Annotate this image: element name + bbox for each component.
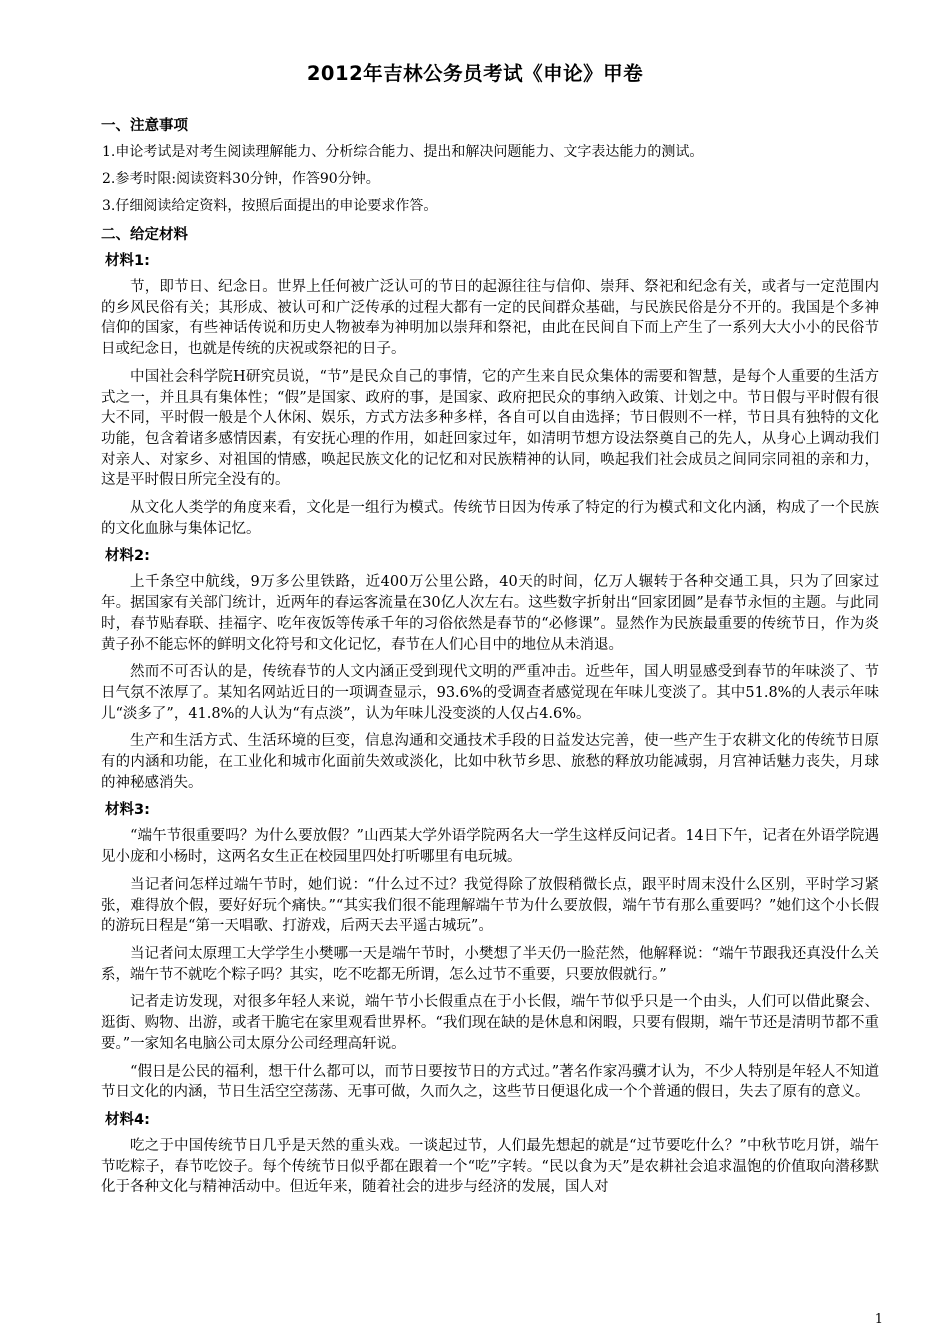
material-paragraph: 记者走访发现，对很多年轻人来说，端午节小长假重点在于小长假，端午节似乎只是一个由头，人们可以借此聚会、逛街、购物、出游，或者干脆宅在家里观看世界杯。“我们现在缺的是休息和闲暇，只要有假期，端午节还是清明节都不重要。”一家知名电脑公司太原分公司经理高轩说。 xyxy=(101,994,879,1052)
material-label: 材料2: xyxy=(105,548,150,565)
material-paragraph: 然而不可否认的是，传统春节的人文内涵正受到现代文明的严重冲击。近些年，国人明显感受到春节的年味淡了、节日气氛不浓厚了。某知名网站近日的一项调查显示，93.6%的受调查者感觉现在年味儿变淡了。其中51.8%的人表示年味儿“淡多了”，41.8%的人认为“有点淡”，认为年味儿没变淡的人仅占4.6%。 xyxy=(101,664,879,722)
page-number: 1 xyxy=(874,1312,883,1327)
material-paragraph: 节，即节日、纪念日。世界上任何被广泛认可的节日的起源往往与信仰、崇拜、祭祀和纪念有关，或者与一定范围内的乡风民俗有关；其形成、被认可和广泛传承的过程大都有一定的民间群众基础，与民族民俗是分不开的。我国是个多神信仰的国家，有些神话传说和历史人物被奉为神明加以崇拜和祭祀，由此在民间自下而上产生了一系列大大小小的民俗节日或纪念日，也就是传统的庆祝或祭祀的日子。 xyxy=(101,279,879,358)
notice-item: 3.仔细阅读给定资料，按照后面提出的申论要求作答。 xyxy=(102,198,438,214)
material-label: 材料1: xyxy=(105,253,150,269)
material-paragraph: “假日是公民的福利，想干什么都可以，而节日要按节日的方式过。”著名作家冯骥才认为，不少人特别是年轻人不知道节日文化的内涵，节日生活空空荡荡、无事可做，久而久之，这些节日便退化成一个个普通的假日，失去了原有的意义。 xyxy=(101,1063,879,1101)
document-body xyxy=(101,114,879,1205)
document-title: 2012年吉林公务员考试《申论》甲卷 xyxy=(306,62,644,85)
material-paragraph: 从文化人类学的角度来看，文化是一组行为模式。传统节日因为传承了特定的行为模式和文化内涵，构成了一个民族的文化血脉与集体记忆。 xyxy=(101,500,879,537)
material-paragraph: 生产和生活方式、生活环境的巨变，信息沟通和交通技术手段的日益发达完善，使一些产生于农耕文化的传统节日原有的内涵和功能，在工业化和城市化面前失效或淡化，比如中秋节乡思、旅愁的释放功能减弱，月宫神话魅力丧失，月球的神秘感消失。 xyxy=(101,733,879,791)
material-paragraph: 当记者问太原理工大学学生小樊哪一天是端午节时，小樊想了半天仍一脸茫然，他解释说：“端午节跟我还真没什么关系，端午节不就吃个粽子吗？其实，吃不吃都无所谓，怎么过节不重要，只要放假就行。” xyxy=(101,945,879,983)
material-paragraph: 上千条空中航线，9万多公里铁路，近400万公里公路，40天的时间，亿万人辗转于各种交通工具，只为了回家过年。据国家有关部门统计，近两年的春运客流量在30亿人次左右。这些数字折射出“回家团圆”是春节永恒的主题。与此同时，春节贴春联、挂福字、吃年夜饭等传承千年的习俗依然是春节的“必修课”。显然作为民族最重要的传统节日，作为炎黄子孙不能忘怀的鲜明文化符号和文化记忆，春节在人们心目中的地位从未消退。 xyxy=(101,574,879,653)
notice-item: 2.参考时限:阅读资料30分钟，作答90分钟。 xyxy=(102,171,380,187)
section-heading-notice: 一、注意事项 xyxy=(101,118,188,134)
material-paragraph: 当记者问怎样过端午节时，她们说：“什么过不过？我觉得除了放假稍微长点，跟平时周末没什么区别，平时学习紧张，难得放个假，要好好玩个痛快。”“其实我们很不能理解端午节为什么要放假，端午节有那么重要吗？”她们这个小长假的游玩日程是“第一天唱歌、打游戏，后两天去平遥古城玩”。 xyxy=(101,876,879,935)
material-label: 材料4: xyxy=(105,1111,150,1128)
material-paragraph: “端午节很重要吗？为什么要放假？”山西某大学外语学院两名大一学生这样反问记者。14日下午，记者在外语学院遇见小庞和小杨时，这两名女生正在校园里四处打听哪里有电玩城。 xyxy=(101,828,879,866)
material-paragraph: 吃之于中国传统节日几乎是天然的重头戏。一谈起过节，人们最先想起的就是“过节要吃什么？”中秋节吃月饼，端午节吃粽子，春节吃饺子。每个传统节日似乎都在跟着一个“吃”字转。“民以食为天”是农耕社会追求温饱的价值取向潜移默化于各种文化与精神活动中。但近年来，随着社会的进步与经济的发展，国人对 xyxy=(101,1137,879,1196)
material-label: 材料3: xyxy=(105,802,150,819)
notice-item: 1.申论考试是对考生阅读理解能力、分析综合能力、提出和解决问题能力、文字表达能力的测试。 xyxy=(102,144,704,160)
section-heading-materials: 二、给定材料 xyxy=(101,227,188,243)
material-paragraph: 中国社会科学院H研究员说，“节”是民众自己的事情，它的产生来自民众集体的需要和智慧，是每个人重要的生活方式之一，并且具有集体性；“假”是国家、政府的事，是国家、政府把民众的事纳入政策、计划之中。节日假与平时假有很大不同，平时假一般是个人休闲、娱乐，方式方法多种多样，各自可以自由选择；节日假则不一样，节日具有独特的文化功能，包含着诸多感情因素，有安抚心理的作用，如赶回家过年，如清明节想方设法祭奠自己的先人，从身心上调动我们对亲人、对家乡、对祖国的情感，唤起民族文化的记忆和对民族精神的认同，唤起我们社会成员之间同宗同祖的亲和力，这是平时假日所完全没有的。 xyxy=(101,368,879,489)
